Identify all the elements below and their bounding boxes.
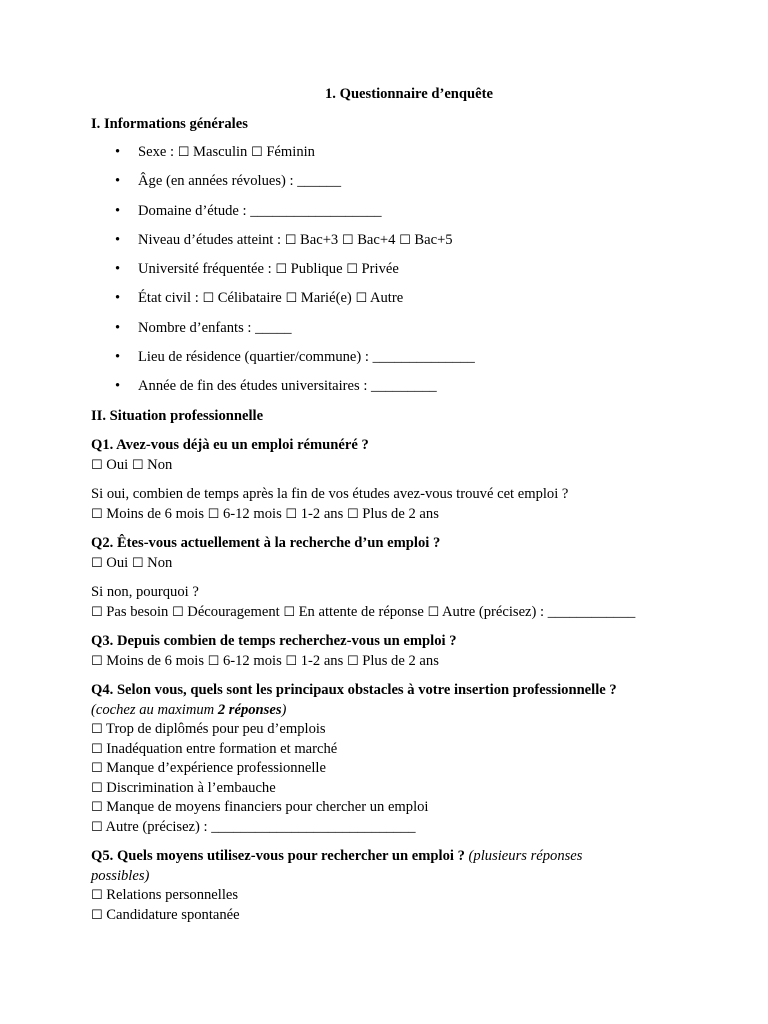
option-label: Bac+5 xyxy=(410,231,453,248)
checkbox-icon[interactable]: ☐ xyxy=(202,291,215,307)
info-item xyxy=(91,231,691,251)
bullet-icon: • xyxy=(115,349,121,366)
option-line xyxy=(91,779,691,799)
question-5-text-line xyxy=(91,847,691,867)
question-4-note xyxy=(91,701,691,721)
option-label: Inadéquation entre formation et marché xyxy=(102,740,338,757)
bullet-icon: • xyxy=(115,202,121,219)
option-line xyxy=(91,740,691,760)
info-item-option xyxy=(343,261,399,277)
bullet-icon: • xyxy=(115,378,121,395)
question-2-followup-options-option xyxy=(168,604,279,620)
info-item xyxy=(91,377,691,397)
info-item-option xyxy=(285,232,339,248)
question-2-options-option xyxy=(91,555,128,571)
checkbox-icon[interactable]: ☐ xyxy=(177,145,190,160)
checkbox-icon[interactable]: ☐ xyxy=(91,780,103,796)
checkbox-icon[interactable]: ☐ xyxy=(341,232,354,248)
info-item xyxy=(91,260,691,280)
checkbox-icon[interactable]: ☐ xyxy=(91,819,103,835)
question-4-options-option xyxy=(91,741,337,757)
info-item-label: État civil : xyxy=(138,290,203,307)
checkbox-icon[interactable]: ☐ xyxy=(91,800,103,816)
info-item-option xyxy=(178,144,248,160)
question-4-options xyxy=(91,720,691,837)
option-label: Candidature spontanée xyxy=(102,906,240,923)
checkbox-icon[interactable]: ☐ xyxy=(91,555,103,571)
info-item-option xyxy=(282,290,352,306)
option-label: Moins de 6 mois xyxy=(102,505,205,522)
checkbox-icon[interactable]: ☐ xyxy=(251,145,263,160)
checkbox-icon[interactable]: ☐ xyxy=(285,291,298,307)
question-3-options-option xyxy=(282,653,344,669)
question-2-options-option xyxy=(128,555,172,571)
info-item-label: Niveau d’études atteint : xyxy=(138,231,285,248)
option-label: Pas besoin xyxy=(102,603,169,620)
info-item xyxy=(91,348,691,368)
question-1-options-option xyxy=(128,457,172,473)
option-label: Autre (précisez) : ____________________________ xyxy=(102,818,416,835)
question-4-note-suffix: ) xyxy=(281,701,287,718)
info-item-label: Année de fin des études universitaires : _________ xyxy=(138,378,437,395)
info-item-label: Sexe : xyxy=(138,144,178,160)
checkbox-icon[interactable]: ☐ xyxy=(171,604,184,620)
question-1-followup-options-option xyxy=(204,506,282,522)
option-line xyxy=(91,886,691,906)
checkbox-icon[interactable]: ☐ xyxy=(91,653,103,669)
option-label: Autre xyxy=(367,290,404,307)
checkbox-icon[interactable]: ☐ xyxy=(355,291,368,307)
bullet-icon: • xyxy=(115,231,121,248)
question-3-options-option xyxy=(343,653,439,669)
question-5-note-1: (plusieurs réponses xyxy=(464,848,583,865)
checkbox-icon[interactable]: ☐ xyxy=(399,232,411,248)
option-label: Oui xyxy=(102,456,129,473)
info-item-option xyxy=(338,232,395,248)
info-item-option xyxy=(202,290,281,306)
question-1-followup-options xyxy=(91,505,691,525)
question-4 xyxy=(91,681,691,837)
info-item xyxy=(91,289,691,309)
option-label: Relations personnelles xyxy=(102,887,239,904)
bullet-icon: • xyxy=(115,319,121,336)
question-5 xyxy=(91,847,691,925)
page-title: 1. Questionnaire d’enquête xyxy=(325,86,493,102)
question-4-options-option xyxy=(91,799,428,815)
option-label: Publique xyxy=(287,261,343,278)
question-2 xyxy=(91,534,691,573)
info-item-label: Domaine d’étude : __________________ xyxy=(138,202,382,219)
question-3-options xyxy=(91,652,691,672)
question-1-text: Q1. Avez-vous déjà eu un emploi rémunéré ? xyxy=(91,437,369,454)
question-1-options xyxy=(91,456,691,476)
question-5-options-option xyxy=(91,907,240,923)
info-item-option xyxy=(275,261,342,277)
question-2-followup-options-option xyxy=(424,604,635,620)
question-1-options-option xyxy=(91,457,128,473)
checkbox-icon[interactable]: ☐ xyxy=(91,907,103,923)
question-4-options-option xyxy=(91,819,416,835)
question-1-followup-options-option xyxy=(91,506,204,522)
info-item-label: Nombre d’enfants : _____ xyxy=(138,319,292,336)
bullet-icon: • xyxy=(115,261,121,278)
option-label: Célibataire xyxy=(214,290,282,307)
info-item-label: Âge (en années révolues) : ______ xyxy=(138,173,342,190)
option-label: Trop de diplômés pour peu d’emplois xyxy=(102,721,326,738)
option-label: Oui xyxy=(102,554,129,571)
question-5-note-2: possibles) xyxy=(91,867,150,884)
option-label: Plus de 2 ans xyxy=(358,652,439,669)
question-5-options-option xyxy=(91,887,238,903)
bullet-icon: • xyxy=(115,173,121,190)
option-line xyxy=(91,906,691,926)
question-4-options-option xyxy=(91,760,326,776)
question-3-options-option xyxy=(91,653,204,669)
option-label: Marié(e) xyxy=(297,290,352,307)
checkbox-icon[interactable]: ☐ xyxy=(283,604,295,620)
option-line xyxy=(91,818,691,838)
option-label: Bac+4 xyxy=(353,231,396,248)
question-4-note-bold: 2 réponses xyxy=(217,701,282,718)
checkbox-icon[interactable]: ☐ xyxy=(285,506,298,522)
info-item-label: Lieu de résidence (quartier/commune) : ______________ xyxy=(138,349,475,366)
question-2-options xyxy=(91,554,691,574)
info-item xyxy=(91,319,691,339)
info-item xyxy=(91,172,691,192)
info-item xyxy=(91,202,691,222)
question-2-text: Q2. Êtes-vous actuellement à la recherche d’un emploi ? xyxy=(91,535,441,552)
option-label: Manque d’expérience professionnelle xyxy=(102,760,326,777)
question-1-followup-text: Si oui, combien de temps après la fin de vos études avez-vous trouvé cet emploi ? xyxy=(91,486,569,503)
option-label: Plus de 2 ans xyxy=(358,505,439,522)
option-label: Non xyxy=(143,554,173,571)
section-heading-professional: II. Situation professionnelle xyxy=(91,407,264,424)
question-3-options-option xyxy=(204,653,282,669)
checkbox-icon[interactable]: ☐ xyxy=(91,761,103,777)
checkbox-icon[interactable]: ☐ xyxy=(207,506,220,522)
option-label: En attente de réponse xyxy=(294,603,424,620)
general-info-list xyxy=(91,143,691,397)
question-2-followup-text: Si non, pourquoi ? xyxy=(91,584,199,601)
option-label: Non xyxy=(143,456,173,473)
section-heading-general: I. Informations générales xyxy=(91,115,248,132)
question-2-followup-options xyxy=(91,603,691,623)
checkbox-icon[interactable]: ☐ xyxy=(207,653,220,669)
option-label: Autre (précisez) : ____________ xyxy=(439,603,636,620)
info-item-option xyxy=(247,144,315,160)
question-1 xyxy=(91,436,691,475)
questionnaire-page xyxy=(91,85,691,925)
question-5-text: Q5. Quels moyens utilisez-vous pour rechercher un emploi ? xyxy=(91,848,465,865)
option-label: 1-2 ans xyxy=(297,505,344,522)
info-item-label: Université fréquentée : xyxy=(138,261,276,278)
option-line xyxy=(91,759,691,779)
checkbox-icon[interactable]: ☐ xyxy=(131,555,144,571)
option-label: Masculin xyxy=(189,144,248,160)
option-label: Féminin xyxy=(262,144,315,160)
info-item-option xyxy=(395,232,452,248)
checkbox-icon[interactable]: ☐ xyxy=(91,722,103,738)
option-label: Bac+3 xyxy=(296,231,339,248)
info-item xyxy=(91,143,691,163)
checkbox-icon[interactable]: ☐ xyxy=(284,232,297,248)
question-2-followup-options-option xyxy=(91,604,168,620)
option-label: Privée xyxy=(357,261,399,278)
checkbox-icon[interactable]: ☐ xyxy=(285,653,298,669)
option-label: Découragement xyxy=(183,603,280,620)
question-4-note-prefix: (cochez au maximum xyxy=(91,701,218,718)
question-4-text: Q4. Selon vous, quels sont les principaux obstacles à votre insertion professionnelle ? xyxy=(91,682,617,699)
option-label: 1-2 ans xyxy=(297,652,344,669)
option-label: 6-12 mois xyxy=(219,652,282,669)
option-line xyxy=(91,720,691,740)
question-2-followup-options-option xyxy=(280,604,424,620)
checkbox-icon[interactable]: ☐ xyxy=(427,604,440,620)
checkbox-icon[interactable]: ☐ xyxy=(91,506,103,522)
checkbox-icon[interactable]: ☐ xyxy=(346,262,358,278)
question-1-followup-options-option xyxy=(282,506,344,522)
checkbox-icon[interactable]: ☐ xyxy=(346,653,359,669)
question-2-followup xyxy=(91,583,691,622)
checkbox-icon[interactable]: ☐ xyxy=(275,262,288,278)
question-4-options-option xyxy=(91,721,326,737)
question-5-options xyxy=(91,886,691,925)
question-3-text: Q3. Depuis combien de temps recherchez-vous un emploi ? xyxy=(91,633,457,650)
option-label: Moins de 6 mois xyxy=(102,652,205,669)
question-1-followup xyxy=(91,485,691,524)
checkbox-icon[interactable]: ☐ xyxy=(91,604,103,620)
option-label: Manque de moyens financiers pour chercher un emploi xyxy=(102,799,429,816)
question-1-followup-options-option xyxy=(343,506,439,522)
option-label: 6-12 mois xyxy=(219,505,282,522)
checkbox-icon[interactable]: ☐ xyxy=(91,457,103,473)
info-item-option xyxy=(352,290,403,306)
checkbox-icon[interactable]: ☐ xyxy=(346,506,359,522)
question-4-options-option xyxy=(91,780,276,796)
question-3 xyxy=(91,632,691,671)
checkbox-icon[interactable]: ☐ xyxy=(91,741,103,757)
option-line xyxy=(91,798,691,818)
checkbox-icon[interactable]: ☐ xyxy=(131,457,144,473)
option-label: Discrimination à l’embauche xyxy=(102,779,276,796)
bullet-icon: • xyxy=(115,290,121,307)
bullet-icon: • xyxy=(115,144,121,160)
checkbox-icon[interactable]: ☐ xyxy=(91,888,103,904)
